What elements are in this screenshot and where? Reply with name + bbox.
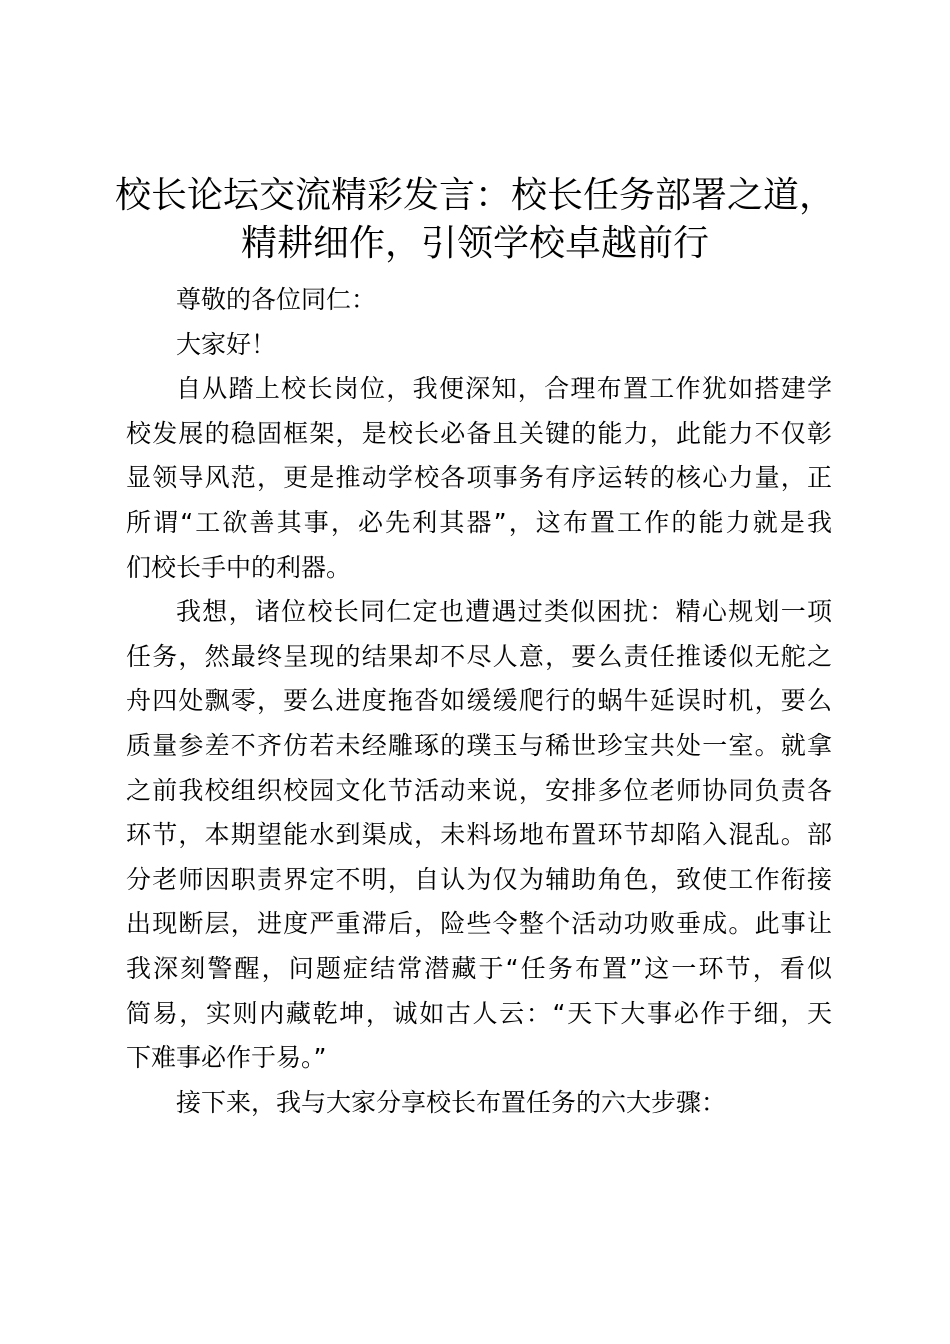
paragraph-intro [126,367,832,590]
title-line: 校长论坛交流精彩发言：校长任务部署之道， [114,175,835,216]
text-line: 们校长手中的利器。 [126,552,352,582]
document-body [126,278,832,1125]
greeting [126,323,832,368]
text-line: 环节，本期望能水到渠成，未料场地布置环节却陷入混乱。部 [126,820,832,850]
text-line: 我想，诸位校长同仁定也遭遇过类似困扰：精心规划一项 [176,597,832,627]
text-line: 出现断层，进度严重滞后，险些令整个活动功败垂成。此事让 [126,909,832,939]
text-line: 舟四处飘零，要么进度拖沓如缓缓爬行的蜗牛延误时机，要么 [126,686,832,716]
title-line: 精耕细作，引领学校卓越前行 [240,223,709,264]
text-line: 我深刻警醒，问题症结常潜藏于“任务布置”这一环节，看似 [126,953,832,983]
text-line: 任务，然最终呈现的结果却不尽人意，要么责任推诿似无舵之 [126,641,832,671]
text-line: 之前我校组织校园文化节活动来说，安排多位老师协同负责各 [126,775,832,805]
paragraph-transition [126,1081,832,1126]
text-line: 质量参差不齐仿若未经雕琢的璞玉与稀世珍宝共处一室。就拿 [126,730,832,760]
paragraph-example [126,590,832,1081]
text-line: 下难事必作于易。” [126,1043,327,1073]
document-title [100,172,850,268]
text-line: 尊敬的各位同仁： [176,285,377,314]
text-line: 校发展的稳固框架，是校长必备且关键的能力，此能力不仅彰 [126,418,832,448]
salutation [126,278,832,323]
text-line: 简易，实则内藏乾坤，诚如古人云：“天下大事必作于细，天 [126,998,832,1028]
text-line: 大家好！ [176,329,277,359]
text-line: 所谓“工欲善其事，必先利其器”，这布置工作的能力就是我 [126,507,832,537]
text-line: 显领导风范，更是推动学校各项事务有序运转的核心力量，正 [126,463,832,493]
text-line: 自从踏上校长岗位，我便深知，合理布置工作犹如搭建学 [176,374,832,404]
text-line: 分老师因职责界定不明，自认为仅为辅助角色，致使工作衔接 [126,864,832,894]
text-line: 接下来，我与大家分享校长布置任务的六大步骤： [176,1087,727,1117]
